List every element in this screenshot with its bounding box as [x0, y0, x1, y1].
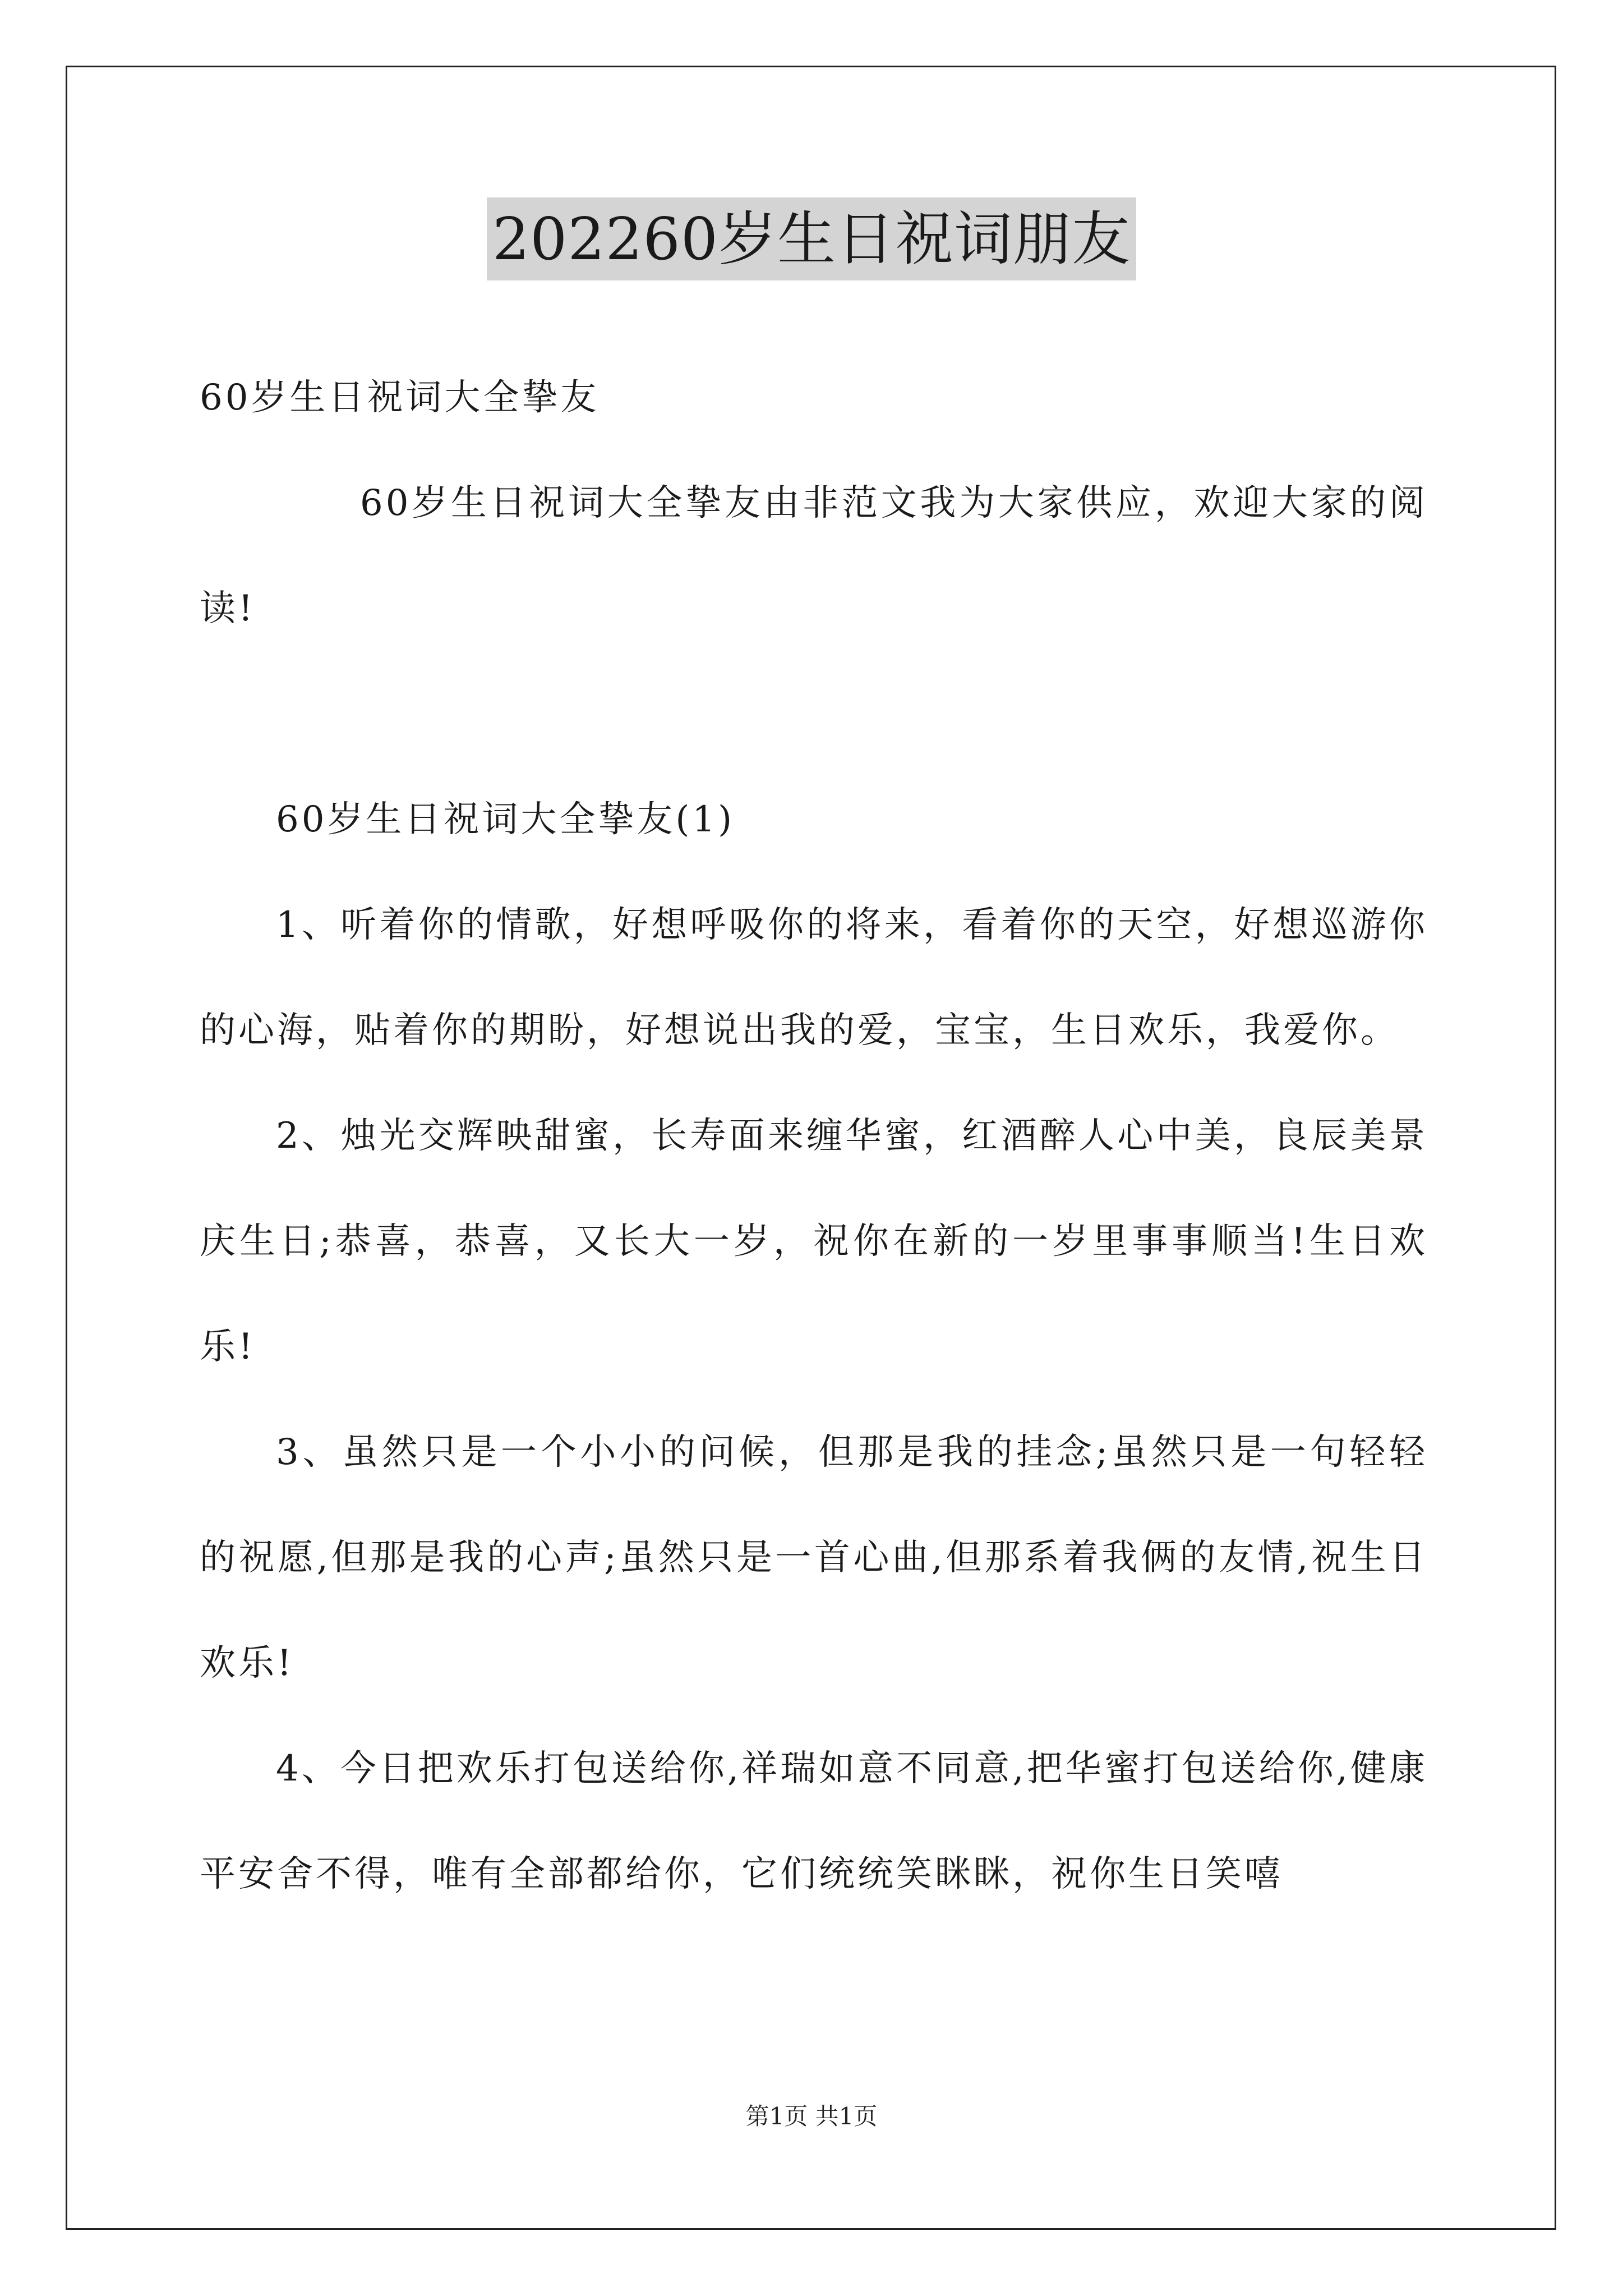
paragraph-1: 1、听着你的情歌，好想呼吸你的将来，看着你的天空，好想巡游你的心海，贴着你的期盼，好想说出我的爱，宝宝，生日欢乐，我爱你。	[200, 904, 1428, 1051]
paragraph-2: 2、烛光交辉映甜蜜，长寿面来缠华蜜，红酒醉人心中美，良辰美景庆生日;恭喜，恭喜，又长大一岁，祝你在新的一岁里事事顺当!生日欢乐!	[200, 1115, 1428, 1368]
section-heading: 60岁生日祝词大全挚友(1)	[276, 799, 735, 840]
document-body	[200, 345, 1428, 1927]
blank-line	[200, 661, 1428, 767]
document-title: 202260岁生日祝词朋友	[487, 197, 1136, 280]
intro-paragraph: 60岁生日祝词大全挚友由非范文我为大家供应，欢迎大家的阅读!	[200, 482, 1428, 629]
page-footer: 第1页 共1页	[745, 2102, 878, 2130]
title-container	[0, 197, 1623, 280]
document-subtitle: 60岁生日祝词大全挚友	[200, 377, 600, 418]
paragraph-3: 3、虽然只是一个小小的问候，但那是我的挂念;虽然只是一句轻轻的祝愿,但那是我的心声;虽然只是一首心曲,但那系着我俩的友情,祝生日欢乐!	[200, 1432, 1428, 1684]
paragraph-4: 4、今日把欢乐打包送给你,祥瑞如意不同意,把华蜜打包送给你,健康平安舍不得，唯有全部都给你，它们统统笑眯眯，祝你生日笑嘻	[200, 1748, 1428, 1895]
